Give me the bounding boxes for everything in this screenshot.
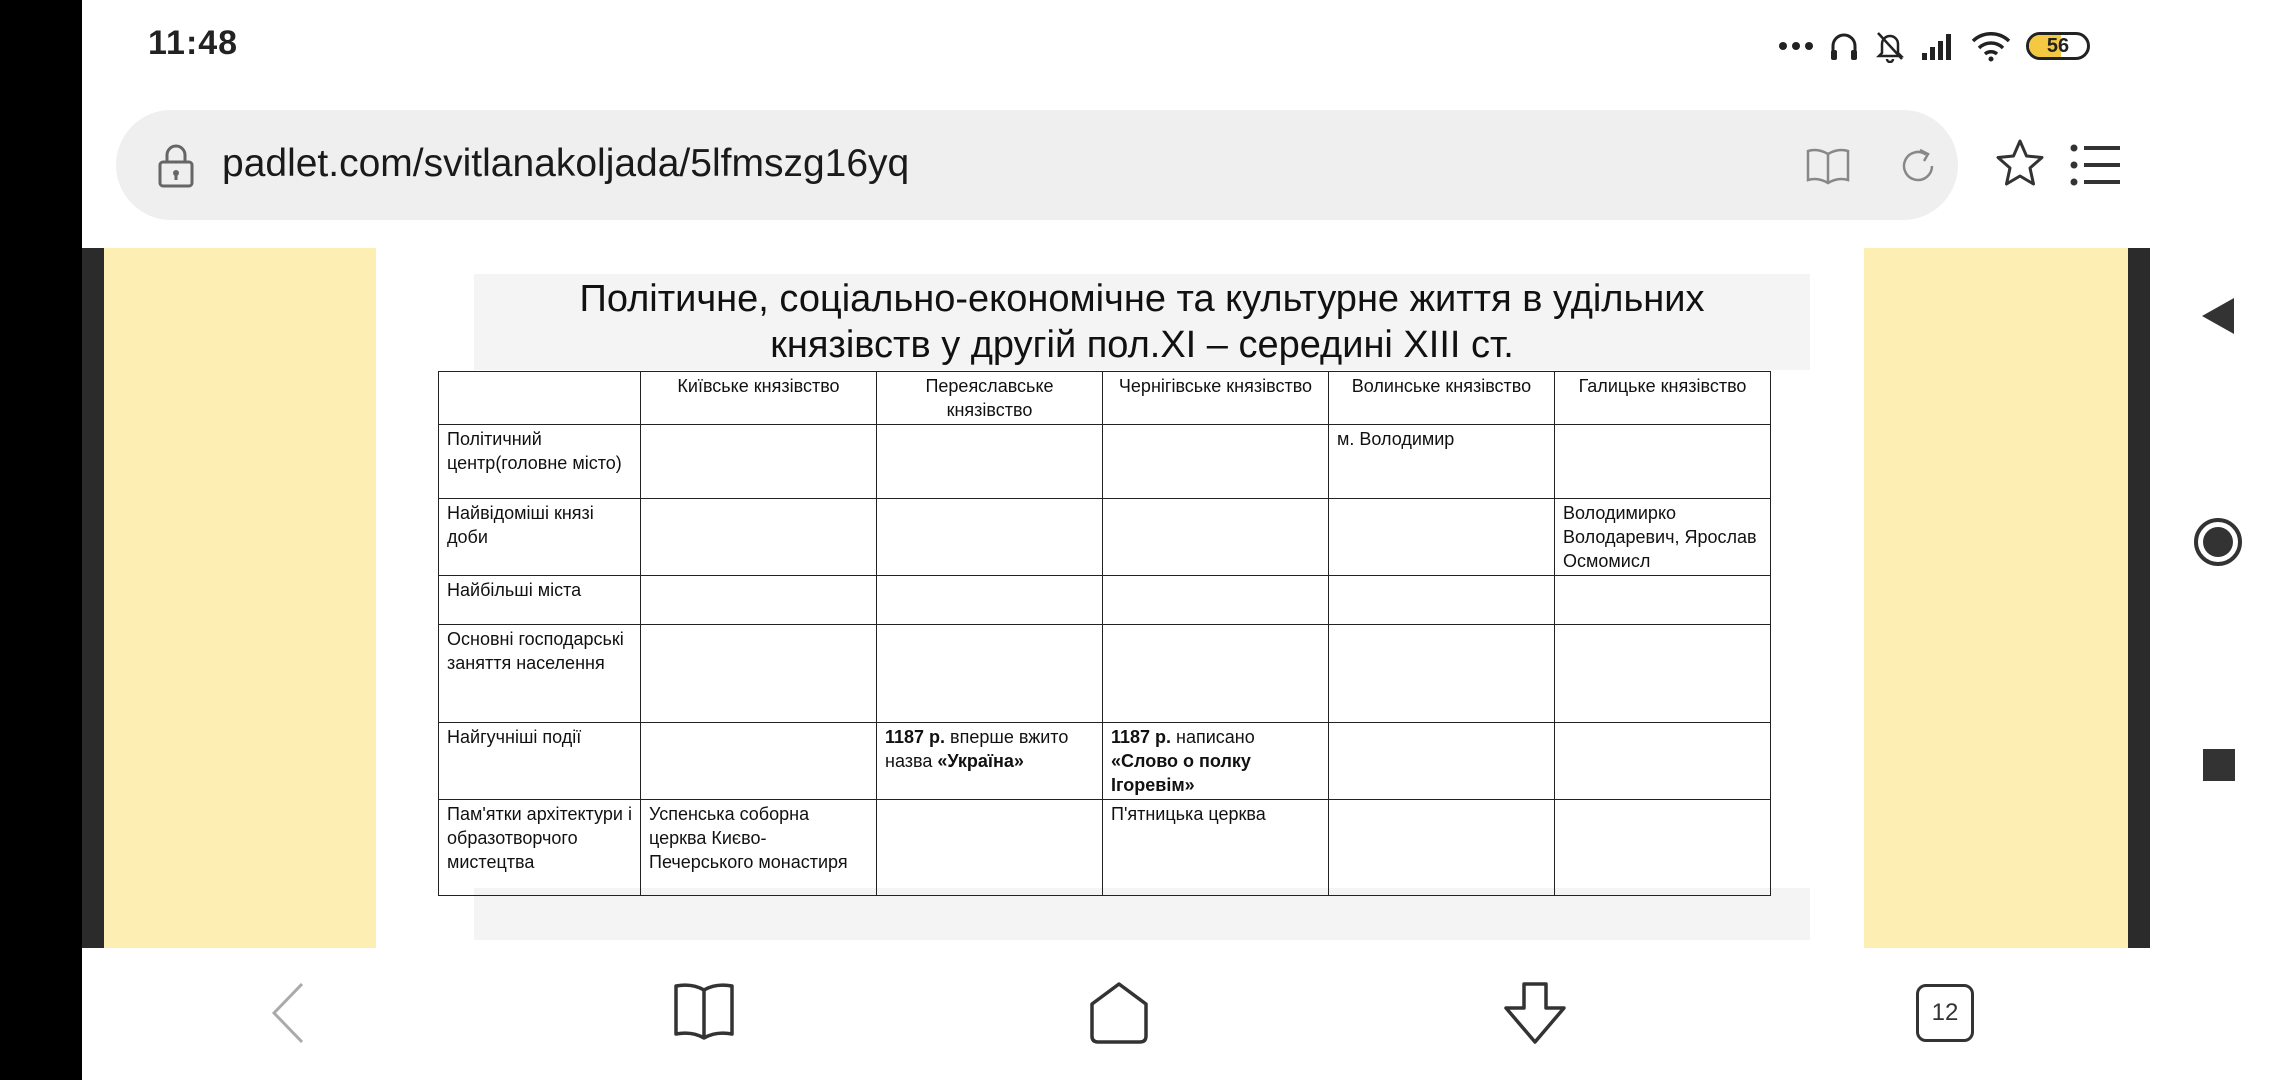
table-cell bbox=[1555, 800, 1771, 896]
table-row bbox=[439, 800, 1771, 896]
table-row bbox=[439, 625, 1771, 723]
battery-level: 56 bbox=[2046, 34, 2070, 57]
bookmarks-book-icon[interactable] bbox=[672, 980, 736, 1042]
title-line-1: Політичне, соціально-економічне та культурне життя в удільних bbox=[579, 278, 1705, 320]
table-cell bbox=[877, 425, 1103, 499]
table-cell: П'ятницька церква bbox=[1103, 800, 1329, 896]
wifi-icon bbox=[1970, 30, 2012, 62]
menu-list-icon[interactable] bbox=[2070, 144, 2122, 186]
left-black-edge bbox=[0, 0, 82, 1080]
document-image bbox=[376, 248, 1864, 948]
battery-icon bbox=[2026, 32, 2090, 60]
headphones-icon bbox=[1828, 30, 1860, 62]
lock-icon bbox=[156, 142, 196, 188]
row-label: Найбільші міста bbox=[439, 576, 641, 625]
table-cell bbox=[1555, 723, 1771, 800]
header-cell: Київське князівство bbox=[641, 372, 877, 425]
event-highlight: «Україна» bbox=[937, 751, 1024, 771]
title-line-2: князівств у другій пол.ХІ – середині ХІІІ ст. bbox=[770, 324, 1514, 366]
table-cell bbox=[1329, 800, 1555, 896]
table-cell: Успенська соборна церква Києво-Печерського монастиря bbox=[641, 800, 877, 896]
content-edge-left bbox=[82, 248, 104, 948]
tab-count[interactable]: 12 bbox=[1916, 984, 1974, 1042]
table-cell bbox=[877, 499, 1103, 576]
event-year: 1187 р. bbox=[1111, 727, 1172, 747]
signal-icon bbox=[1920, 31, 1956, 61]
table-cell bbox=[641, 499, 877, 576]
table-cell: м. Володимир bbox=[1329, 425, 1555, 499]
reload-icon[interactable] bbox=[1896, 144, 1940, 188]
system-home-icon[interactable] bbox=[2192, 516, 2244, 568]
table-cell-event-chernihiv bbox=[1103, 723, 1329, 800]
download-arrow-icon[interactable] bbox=[1500, 980, 1570, 1046]
table-cell bbox=[1103, 425, 1329, 499]
status-bar bbox=[82, 0, 2150, 92]
status-time: 11:48 bbox=[148, 24, 239, 62]
event-text: написано bbox=[1171, 727, 1255, 747]
table-cell bbox=[641, 576, 877, 625]
reader-mode-icon[interactable] bbox=[1804, 146, 1852, 186]
browser-bottom-toolbar bbox=[82, 950, 2150, 1080]
table-cell bbox=[877, 576, 1103, 625]
table-cell: Володимирко Володаревич, Ярослав Осмомисл bbox=[1555, 499, 1771, 576]
table-header-row bbox=[439, 372, 1771, 425]
table-cell bbox=[641, 625, 877, 723]
event-text: вперше вжито назва bbox=[885, 727, 1069, 771]
padlet-background-right bbox=[1864, 248, 2128, 948]
table-row bbox=[439, 723, 1771, 800]
row-label: Найвідоміші князі доби bbox=[439, 499, 641, 576]
status-icons bbox=[1778, 26, 2090, 66]
browser-window bbox=[82, 0, 2150, 1080]
table-row bbox=[439, 576, 1771, 625]
table-cell bbox=[1555, 425, 1771, 499]
table-row bbox=[439, 499, 1771, 576]
tabs-button[interactable] bbox=[1916, 984, 1974, 1042]
url-text[interactable]: padlet.com/svitlanakoljada/5lfmszg16yq bbox=[222, 142, 910, 185]
table-cell bbox=[641, 425, 877, 499]
back-arrow-icon[interactable] bbox=[268, 980, 308, 1046]
header-cell: Чернігівське князівство bbox=[1103, 372, 1329, 425]
header-cell: Галицьке князівство bbox=[1555, 372, 1771, 425]
page-content bbox=[82, 248, 2150, 948]
table-row bbox=[439, 425, 1771, 499]
history-table bbox=[438, 371, 1771, 896]
event-highlight: «Слово о полку Ігоревім» bbox=[1111, 751, 1251, 795]
header-cell: Переяславське князівство bbox=[877, 372, 1103, 425]
table-cell bbox=[1329, 625, 1555, 723]
row-label: Пам'ятки архітектури і образотворчого мистецтва bbox=[439, 800, 641, 896]
system-back-icon[interactable] bbox=[2200, 296, 2238, 336]
event-year: 1187 р. bbox=[885, 727, 946, 747]
row-label: Найгучніші події bbox=[439, 723, 641, 800]
table-cell bbox=[1555, 625, 1771, 723]
address-bar[interactable] bbox=[116, 110, 1958, 220]
table-cell bbox=[1103, 576, 1329, 625]
bookmark-star-icon[interactable] bbox=[1994, 138, 2046, 188]
table-cell bbox=[1329, 723, 1555, 800]
home-icon[interactable] bbox=[1086, 980, 1152, 1046]
padlet-background-left bbox=[104, 248, 376, 948]
system-recents-icon[interactable] bbox=[2202, 748, 2236, 782]
row-label: Політичний центр(головне місто) bbox=[439, 425, 641, 499]
content-edge-right bbox=[2128, 248, 2150, 948]
header-cell: Волинське князівство bbox=[1329, 372, 1555, 425]
table-cell bbox=[1103, 499, 1329, 576]
table-cell bbox=[641, 723, 877, 800]
table-cell-event-pereyaslav bbox=[877, 723, 1103, 800]
table-cell bbox=[1103, 625, 1329, 723]
row-label: Основні господарські заняття населення bbox=[439, 625, 641, 723]
more-dots-icon bbox=[1778, 41, 1814, 51]
table-cell bbox=[877, 800, 1103, 896]
document-title bbox=[474, 276, 1810, 368]
silent-bell-icon bbox=[1874, 29, 1906, 63]
header-cell bbox=[439, 372, 641, 425]
table-cell bbox=[877, 625, 1103, 723]
table-cell bbox=[1329, 499, 1555, 576]
table-cell bbox=[1555, 576, 1771, 625]
table-cell bbox=[1329, 576, 1555, 625]
